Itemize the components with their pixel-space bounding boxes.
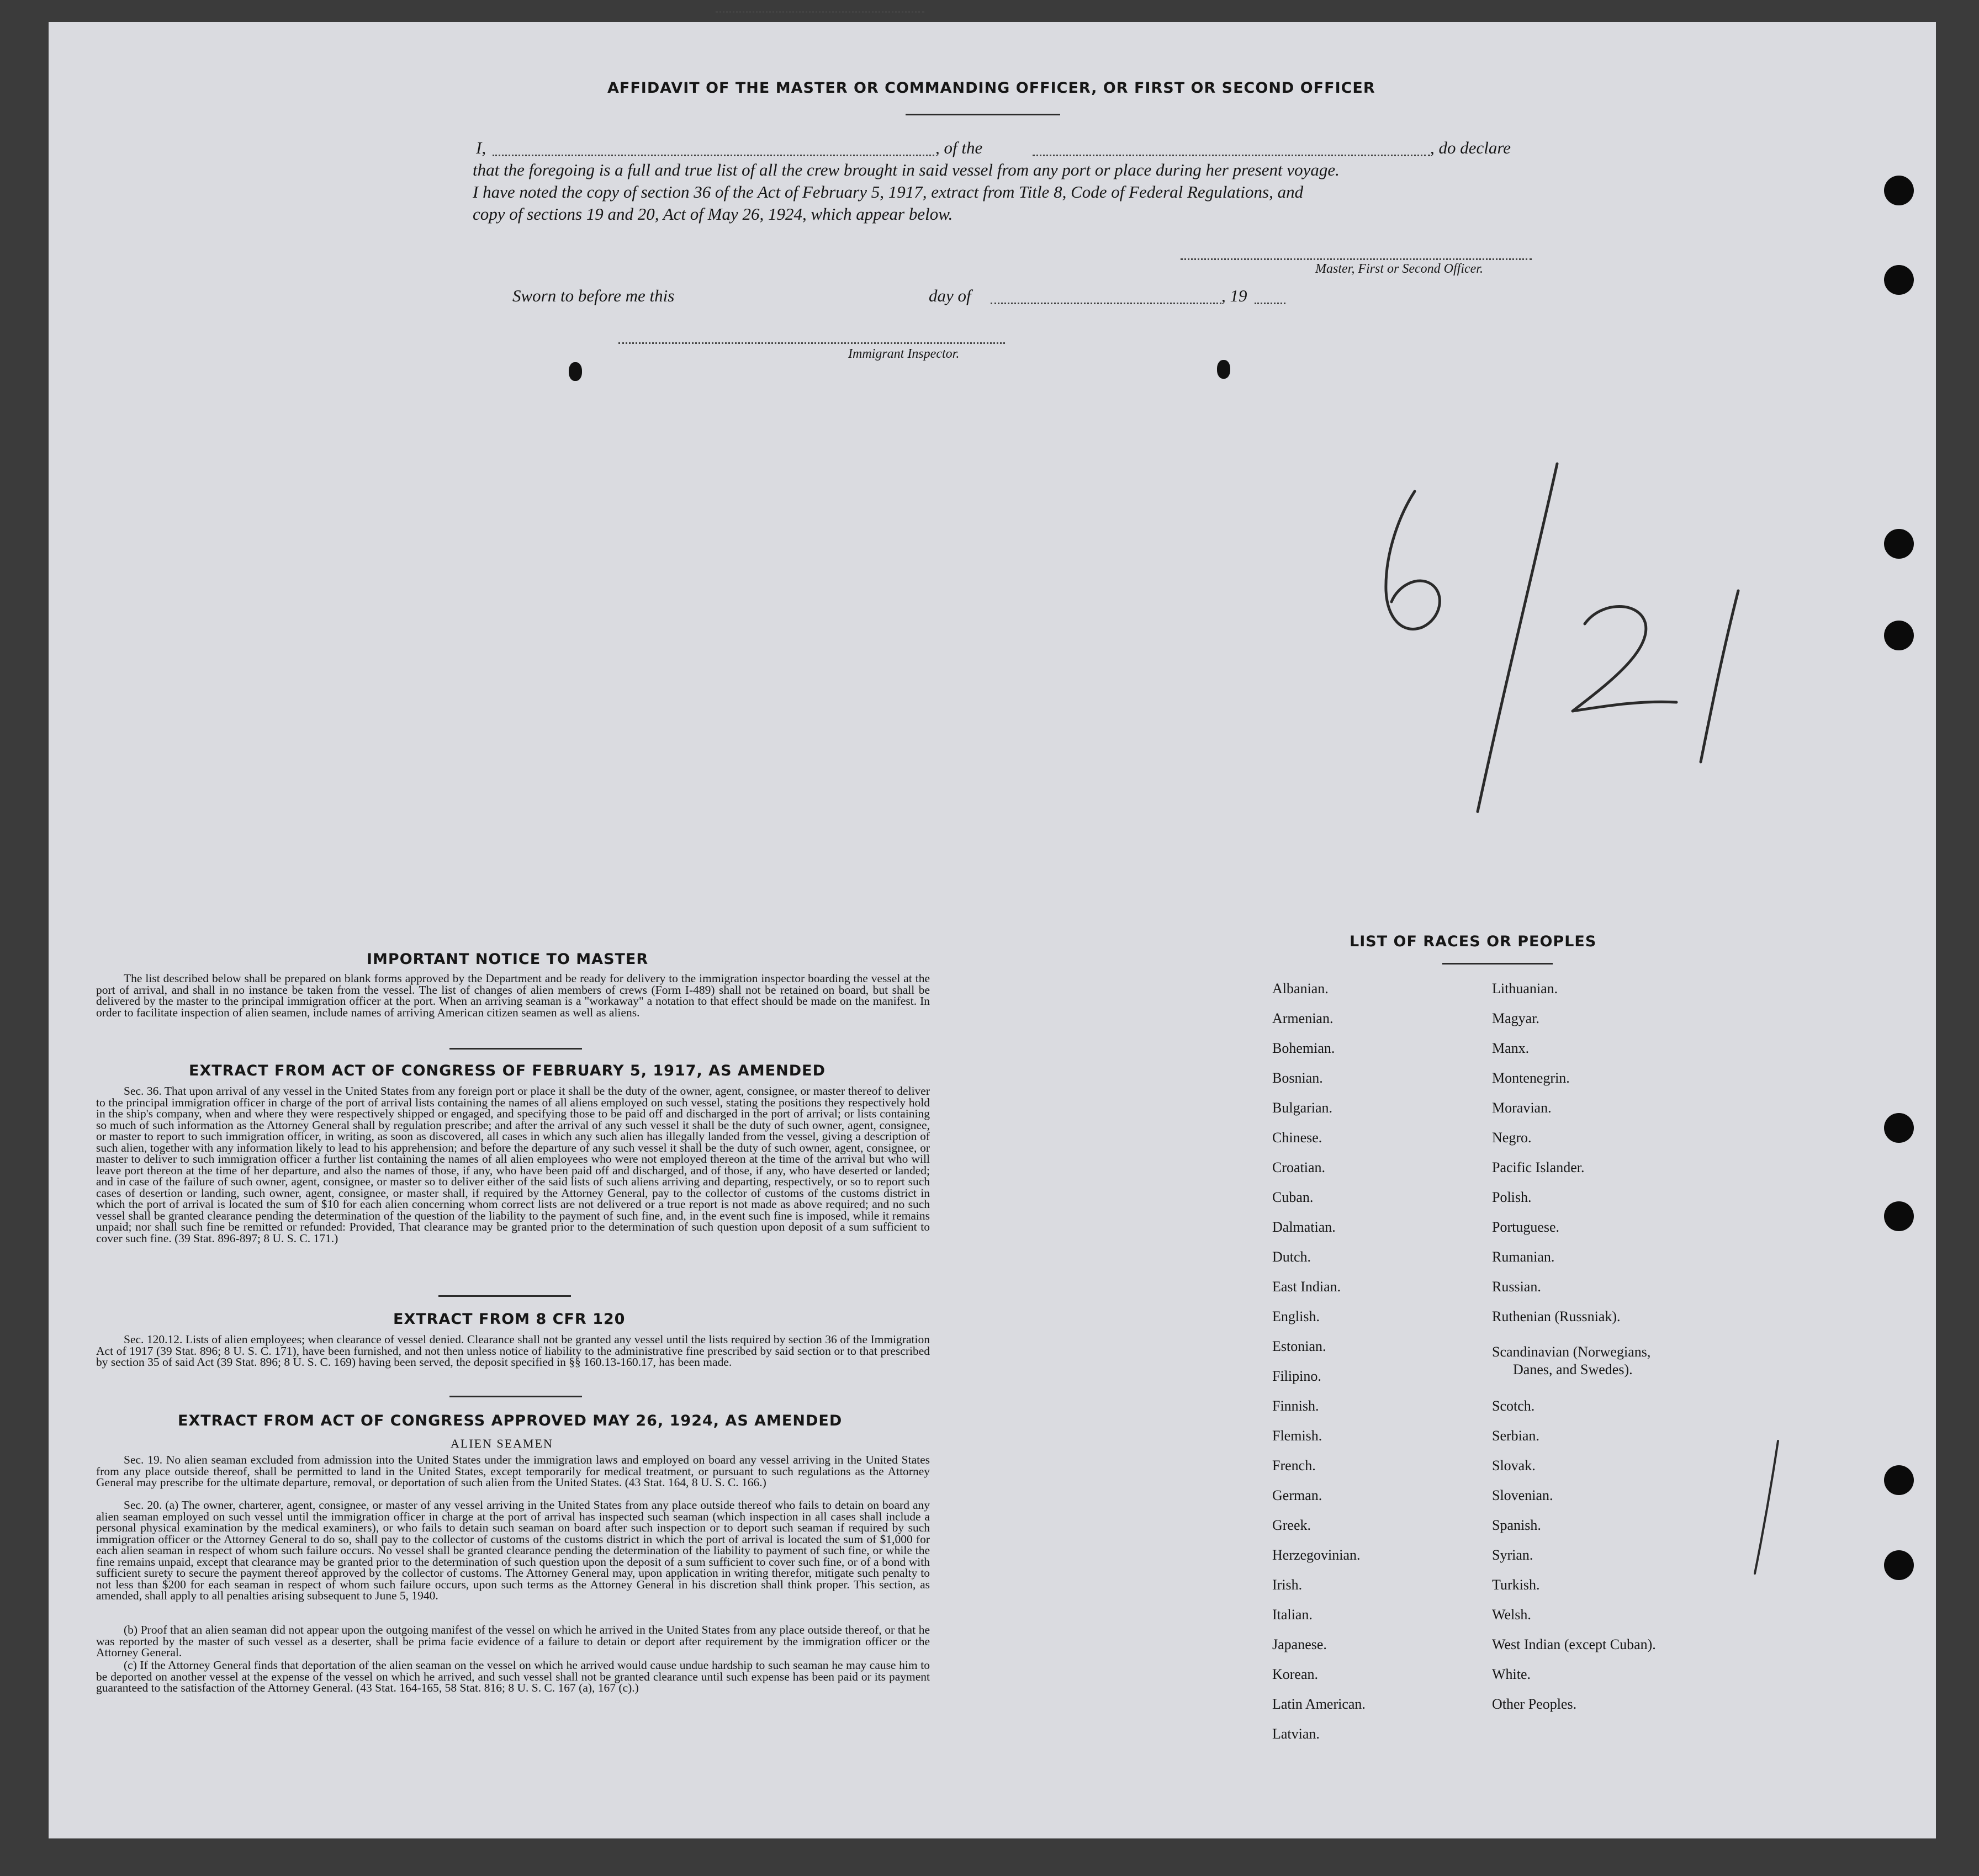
affidavit-title: AFFIDAVIT OF THE MASTER OR COMMANDING OFFICER, OR FIRST OR SECOND OFFICER [607,80,1375,97]
punch-mark-left [569,362,582,381]
race-item: Croatian. [1272,1159,1326,1175]
binder-hole-5 [1884,1113,1914,1143]
affidavit-i-label: I, [476,138,486,157]
race-item: Syrian. [1492,1547,1533,1563]
race-item: Finnish. [1272,1398,1319,1414]
race-item: Scandinavian (Norwegians, [1492,1344,1651,1360]
race-item: Negro. [1492,1130,1532,1146]
notice-rule [449,1048,582,1050]
binder-hole-6 [1884,1201,1914,1231]
race-item: Serbian. [1492,1428,1539,1444]
race-item: Chinese. [1272,1130,1322,1146]
inspector-caption: Immigrant Inspector. [848,347,960,361]
extract-cfr-title: EXTRACT FROM 8 CFR 120 [393,1311,626,1328]
races-title: LIST OF RACES OR PEOPLES [1350,933,1597,950]
handwritten-tick-mark [1745,1435,1789,1579]
race-item: Slovak. [1492,1458,1536,1474]
race-item: Polish. [1492,1189,1532,1205]
race-item: English. [1272,1308,1320,1324]
race-item: Greek. [1272,1517,1311,1533]
extract-1924-subtitle: ALIEN SEAMEN [451,1437,553,1450]
title-rule [906,114,1060,115]
hand-digit-2 [1573,607,1676,712]
race-item: French. [1272,1458,1316,1474]
race-item: Welsh. [1492,1607,1531,1623]
race-item: Latin American. [1272,1696,1366,1712]
extract-1924-sec20b: (b) Proof that an alien seaman did not appear upon the outgoing manifest of the vessel on which he arrived in the United States from any place outside thereof, or that he was reported by the master of such vessel as a deserter, shall be prima facie evidence of a failure to detain or deport after requirement by the immigration officer or the Attorney General. [96,1623,930,1659]
race-item: Lithuanian. [1492,981,1558,997]
binder-hole-7 [1884,1465,1914,1495]
race-item: Rumanian. [1492,1249,1555,1265]
race-item: Montenegrin. [1492,1070,1570,1086]
sworn-label: Sworn to before me this [512,286,675,305]
sworn-year-field[interactable] [1255,292,1285,304]
extract-1917-body: Sec. 36. That upon arrival of any vessel in the United States from any foreign port or place it shall be the duty of the owner, agent, consignee, or master thereof to deliver to the principal immigration officer in charge of the port of arrival lists containing the names of all aliens employed on such vessel, stating the positions they respectively hold in the ship's company, when and where they were respectively shipped or engaged, and specifying those to be paid off and discharged in the port of arrival; or lists containing so much of such information as the Attorney General shall by regulation prescribe; and after the arrival of any such vessel it shall be the duty of such owner, agent, consignee, or master to report to such immigration officer, in writing, as soon as discovered, all cases in which any such alien has illegally landed from the vessel, giving a description of such alien, together with any information likely to lead to his apprehension; and before the departure of any such vessel it shall be the duty of such owner, agent, consignee, or master to deliver to such immigration officer a further list containing the names of all alien employees who were not employed thereon at the time of the arrival but who will leave port thereon at the time of her departure, and also the names of those, if any, who have been paid off and discharged, and of those, if any, who have deserted or landed; and in case of the failure of such owner, agent, consignee, or master so to deliver either of the said lists of such aliens arriving and departing, respectively, or so to report such cases of desertion or landing, such owner, agent, consignee, or master shall, if required by the Attorney General, pay to the collector of customs of the customs district in which the port of arrival is located the sum of $10 for each alien concerning whom correct lists are not delivered or a true report is not made as above required; and no such vessel shall be granted clearance pending the determination of the question of the liability to the payment of such fine, and, in the event such fine is imposed, while it remains unpaid; nor shall such fine be remitted or refunded: Provided, That clearance may be granted prior to the determination of such question upon deposit of a sum sufficient to cover such fine. (39 Stat. 896-897; 8 U. S. C. 171.) [96,1084,930,1245]
day-of-label: day of [929,286,971,305]
race-item: Ruthenian (Russniak). [1492,1308,1621,1324]
race-item: Flemish. [1272,1428,1322,1444]
affidavit-of-the: , of the [935,138,983,157]
affidavit-do-declare: , do declare [1430,138,1511,157]
name-field[interactable] [493,142,934,156]
punch-mark-right [1217,360,1230,379]
affidavit-line-4: copy of sections 19 and 20, Act of May 26, 1924, which appear below. [473,204,953,224]
race-item: Irish. [1272,1577,1303,1593]
extract-1924-title: EXTRACT FROM ACT OF CONGRESS APPROVED MAY 26, 1924, AS AMENDED [178,1412,843,1429]
race-item: Pacific Islander. [1492,1159,1585,1175]
race-item: Dalmatian. [1272,1219,1336,1235]
race-item: Spanish. [1492,1517,1541,1533]
race-item: Korean. [1272,1666,1319,1682]
race-item: Scotch. [1492,1398,1535,1414]
year-label: , 19 [1221,286,1247,305]
race-item: Danes, and Swedes). [1513,1361,1633,1377]
race-item: White. [1492,1666,1531,1682]
extract-1917-title: EXTRACT FROM ACT OF CONGRESS OF FEBRUARY 5, 1917, AS AMENDED [189,1062,826,1079]
affidavit-line-2: that the foregoing is a full and true list of all the crew brought in said vessel from any port or place during her present voyage. [473,160,1340,179]
race-item: Dutch. [1272,1249,1311,1265]
hand-digit-1 [1701,591,1738,762]
sworn-day-field[interactable] [716,0,924,13]
binder-hole-3 [1884,529,1914,559]
race-item: Filipino. [1272,1368,1321,1384]
race-item: Italian. [1272,1607,1313,1623]
race-item: Estonian. [1272,1338,1326,1354]
race-item: Bosnian. [1272,1070,1323,1086]
extract-1924-sec19: Sec. 19. No alien seaman excluded from admission into the United States under the immigration laws and employed on board any vessel arriving in the United States from any place outside thereof, shall be permitted to land in the United States, except temporarily for medical treatment, or pursuant to such regulations as the Attorney General may prescribe for the ultimate departure, removal, or deportation of such alien from the United States. (43 Stat. 164, 8 U. S. C. 166.) [96,1453,930,1489]
extract-cfr-rule [449,1396,582,1397]
race-item: Herzegovinian. [1272,1547,1361,1563]
extract-cfr-body: Sec. 120.12. Lists of alien employees; when clearance of vessel denied. Clearance shall not be granted any vessel until the lists required by section 36 of the Immigration Act of 1917 (39 Stat. 896; 8 U. S. C. 171), have been furnished, and not then unless notice of liability to the administrative fine prescribed by said section or to that prescribed by section 35 of said Act (39 Stat. 896; 8 U. S. C. 169) having been served, the deposit specified in §§ 160.13-160.17, has been made. [96,1333,930,1369]
notice-title: IMPORTANT NOTICE TO MASTER [367,951,649,968]
binder-hole-4 [1884,621,1914,650]
notice-body: The list described below shall be prepared on blank forms approved by the Department and be ready for delivery to the immigration inspector boarding the vessel at the port of arrival, and shall in no instance be taken from the vessel. The list of changes of alien members of crews (Form I-489) shall not be retained on board, but shall be delivered by the master to the principal immigration officer at the port. When an arriving seaman is a "workaway" a notation to that effect should be made on the manifest. In order to facilitate inspection of alien seamen, include names of arriving American citizen seamen as well as aliens. [96,972,930,1019]
race-item: German. [1272,1487,1322,1503]
hand-digit-6 [1386,491,1440,629]
race-item: Bulgarian. [1272,1100,1333,1116]
race-item: Latvian. [1272,1726,1320,1742]
handwritten-date [1369,453,1778,850]
race-item: Armenian. [1272,1010,1334,1026]
race-item: Other Peoples. [1492,1696,1577,1712]
race-item: East Indian. [1272,1279,1341,1295]
race-item: Russian. [1492,1279,1541,1295]
hand-slash [1478,464,1557,812]
sworn-month-field[interactable] [991,292,1221,304]
binder-hole-8 [1884,1550,1914,1580]
races-rule [1442,963,1553,965]
extract-1917-rule [438,1295,571,1297]
race-item: West Indian (except Cuban). [1492,1636,1656,1652]
binder-hole-1 [1884,176,1914,205]
race-item: Moravian. [1492,1100,1552,1116]
race-item: Manx. [1492,1040,1530,1056]
race-item: Cuban. [1272,1189,1314,1205]
master-caption: Master, First or Second Officer. [1315,262,1483,276]
extract-1924-sec20a: Sec. 20. (a) The owner, charterer, agent, consignee, or master of any vessel arriving in the United States from any place outside thereof who fails to detain on board any alien seaman employed on such vessel until the immigration officer in charge at the port of arrival has inspected such seaman (which inspection in all cases shall include a personal physical examination by the medical examiners), or who fails to detain such seaman on board after such inspection or to deport such seaman if required by such immigration officer or the Attorney General to do so, shall pay to the collector of customs of the customs district in which the port of arrival is located the sum of $1,000 for each alien seaman in respect of whom such failure occurs. No vessel shall be granted clearance pending the determination of the liability to payment of such fine, or while the fine remains unpaid, except that clearance may be granted prior to the determination of such question upon the deposit of a sum sufficient to cover such fine, or of a bond with sufficient surety to secure the payment thereof approved by the collector of customs. The Attorney General may, upon application in writing therefor, mitigate such penalty to not less than $200 for each seaman in respect of whom such failure occurs, upon such terms as the Attorney General in his discretion shall think proper. This section, as amended, shall apply to all penalties arising subsequent to June 5, 1940. [96,1498,930,1602]
master-signature-line[interactable] [1181,247,1532,260]
race-item: Albanian. [1272,981,1329,997]
race-item: Japanese. [1272,1636,1327,1652]
race-item: Portuguese. [1492,1219,1560,1235]
affidavit-line-3: I have noted the copy of section 36 of the Act of February 5, 1917, extract from Title 8, Code of Federal Regulations, and [473,182,1304,202]
race-item: Slovenian. [1492,1487,1553,1503]
race-item: Turkish. [1492,1577,1540,1593]
extract-1924-sec20c: (c) If the Attorney General finds that deportation of the alien seaman on the vessel on which he arrived would cause undue hardship to such seaman he may cause him to be deported on another vessel at the expense of the vessel on which he arrived, and such vessel shall not be granted clearance until such expense has been paid or its payment guaranteed to the satisfaction of the Attorney General. (43 Stat. 164-165, 58 Stat. 816; 8 U. S. C. 167 (a), 167 (c).) [96,1658,930,1694]
inspector-signature-line[interactable] [618,331,1005,344]
vessel-field[interactable] [1033,142,1430,156]
binder-hole-2 [1884,265,1914,295]
race-item: Bohemian. [1272,1040,1335,1056]
race-item: Magyar. [1492,1010,1539,1026]
